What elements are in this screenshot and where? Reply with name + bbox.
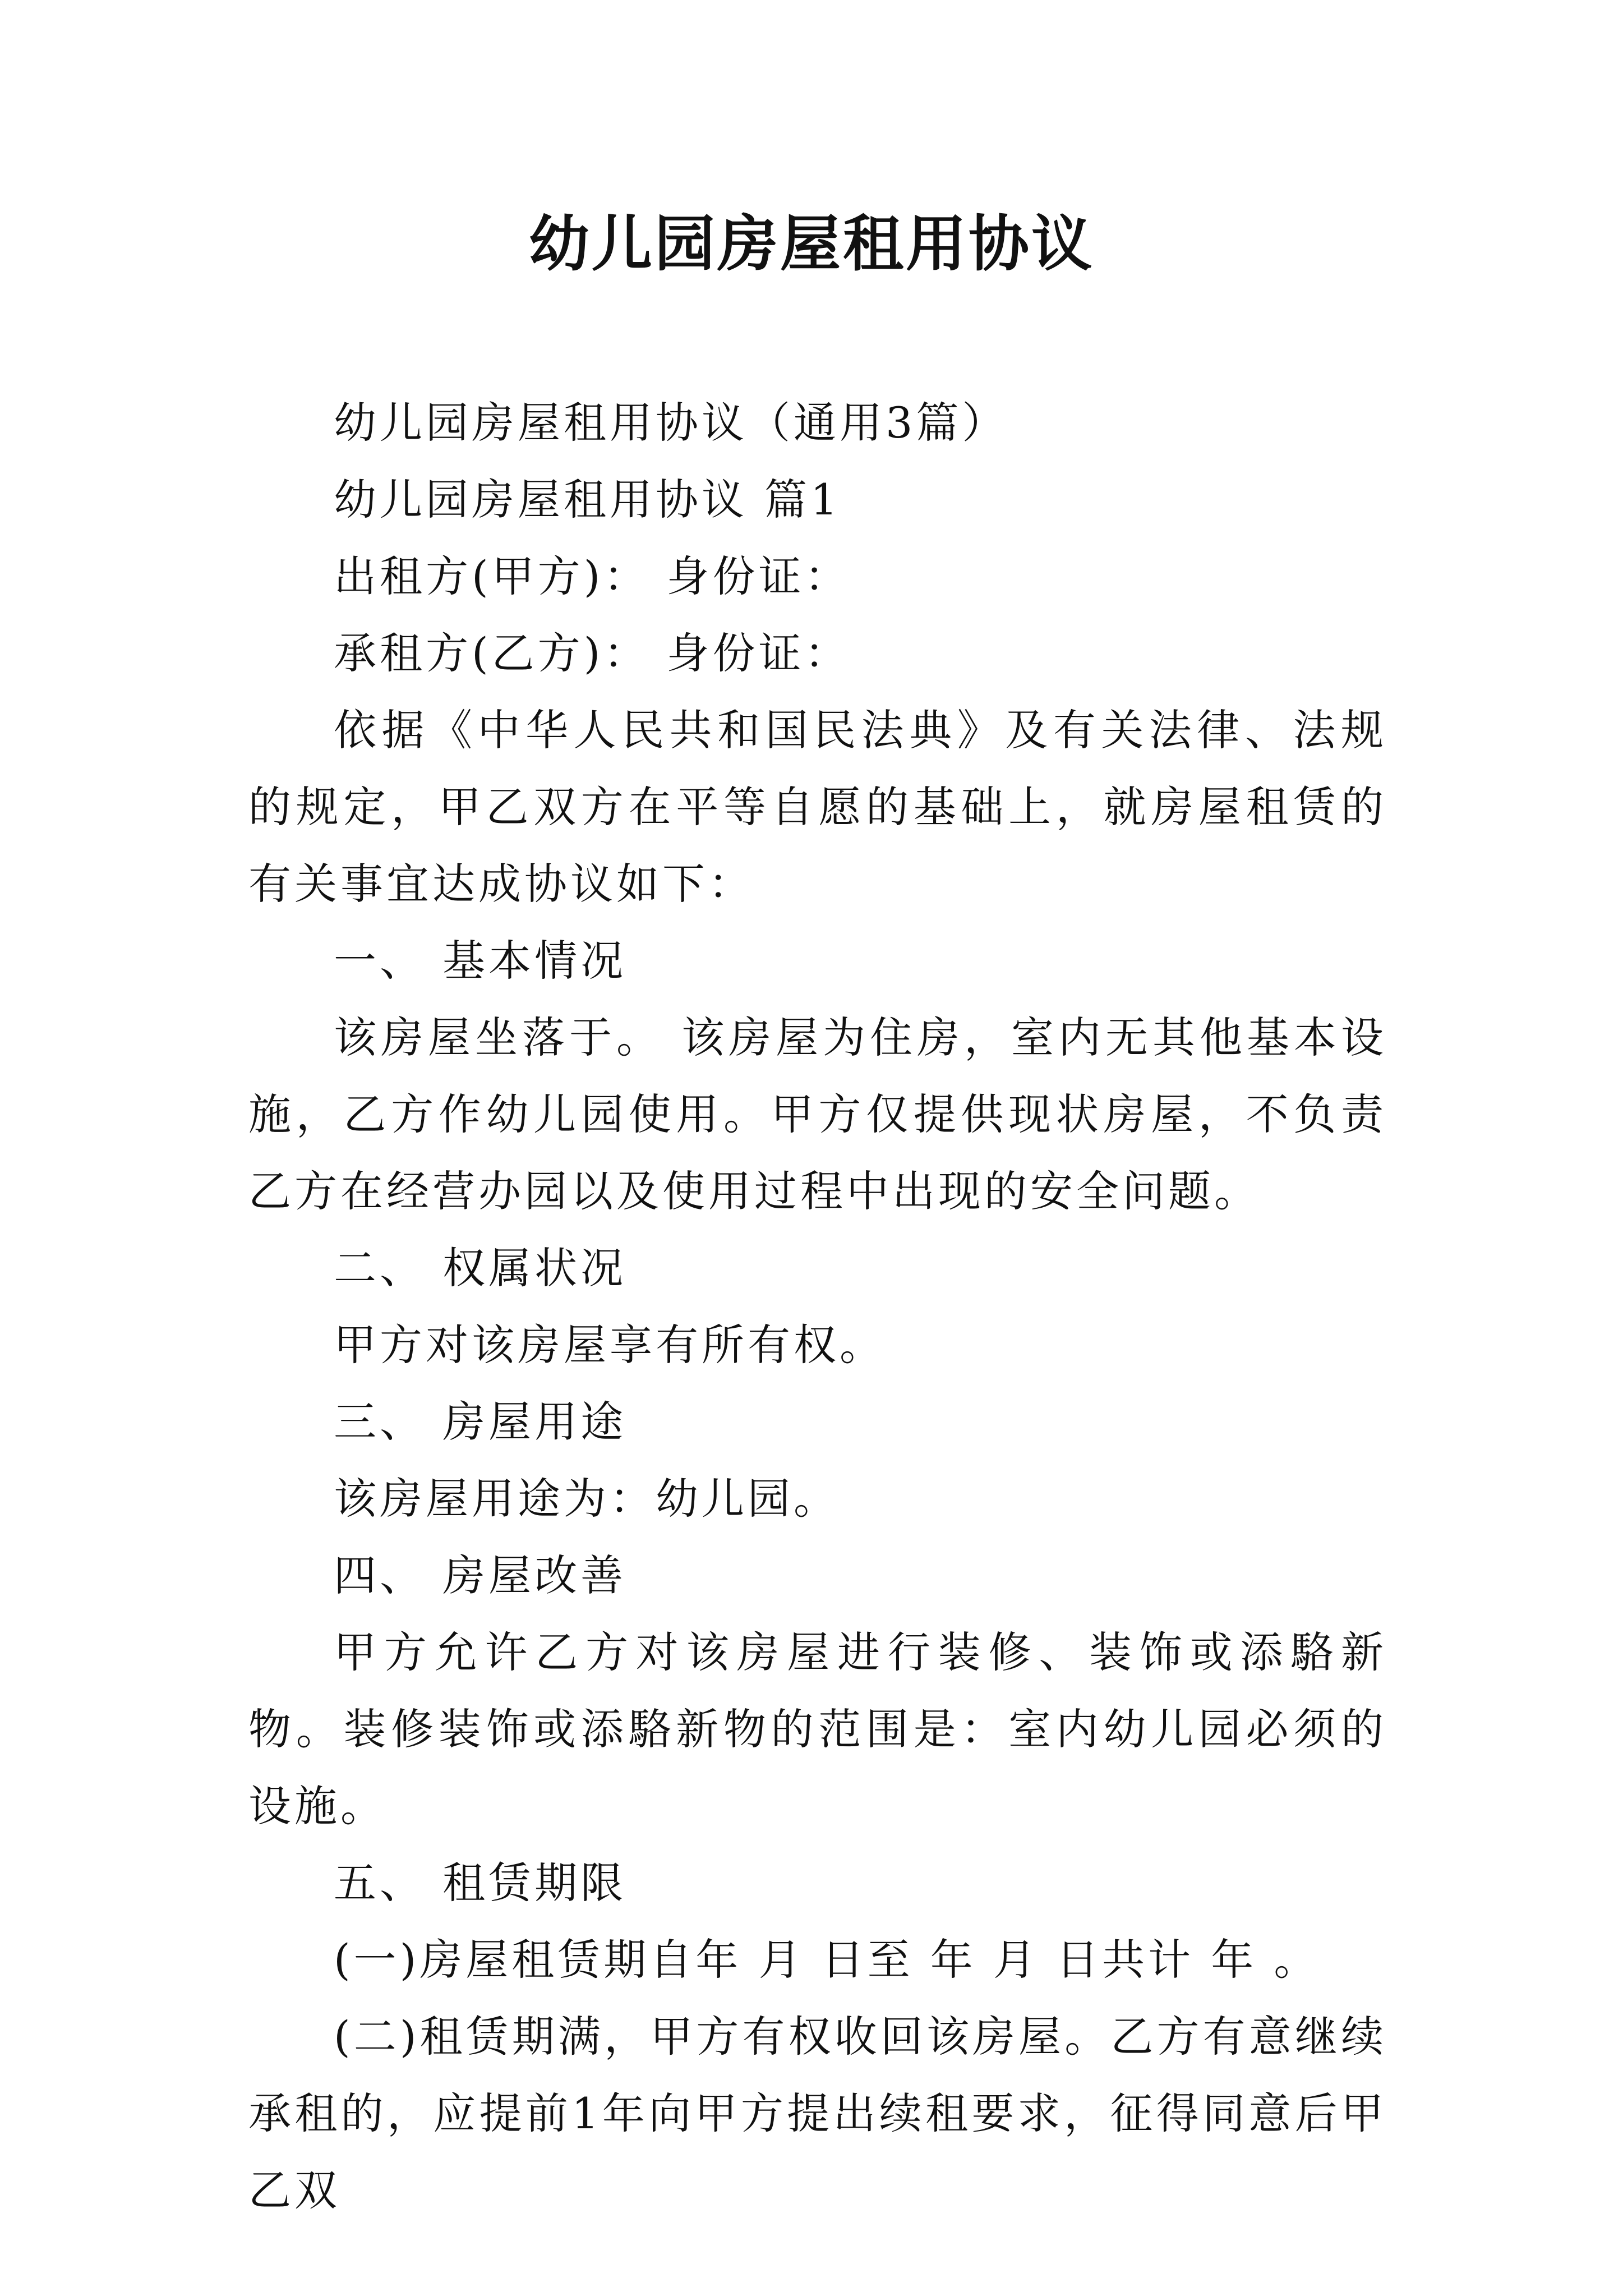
section-heading-basic-info: 一、 基本情况 bbox=[334, 936, 627, 986]
paragraph-basic-info: 该房屋坐落于。 该房屋为住房，室内无其他基本设施，乙方作幼儿园使用。甲方仅提供现状房屋，不负责乙方在经营办园以及使用过程中出现的安全问题。 bbox=[248, 1013, 1387, 1216]
document-body bbox=[248, 384, 1387, 2229]
paragraph-lessee: 承租方(乙方)： 身份证： bbox=[334, 628, 851, 678]
paragraph-lease-term-2: (二)租赁期满，甲方有权收回该房屋。乙方有意继续承租的，应提前1年向甲方提出续租要求，征得同意后甲乙双 bbox=[248, 2012, 1387, 2215]
paragraph-lease-term-1: (一)房屋租赁期自年 月 日至 年 月 日共计 年 。 bbox=[334, 1935, 1320, 1985]
paragraph-part-title: 幼儿园房屋租用协议 篇1 bbox=[334, 475, 841, 524]
section-heading-ownership: 二、 权属状况 bbox=[334, 1243, 627, 1293]
paragraph-usage: 该房屋用途为：幼儿园。 bbox=[334, 1474, 840, 1524]
paragraph-ownership: 甲方对该房屋享有所有权。 bbox=[334, 1320, 886, 1370]
paragraph-preamble: 依据《中华人民共和国民法典》及有关法律、法规的规定，甲乙双方在平等自愿的基础上，就房屋租赁的有关事宜达成协议如下： bbox=[248, 705, 1387, 909]
paragraph-lessor: 出租方(甲方)： 身份证： bbox=[334, 551, 851, 601]
section-heading-improvement: 四、 房屋改善 bbox=[334, 1550, 627, 1600]
section-heading-lease-term: 五、 租赁期限 bbox=[334, 1858, 627, 1908]
document-title: 幼儿园房屋租用协议 bbox=[528, 209, 1094, 279]
section-heading-usage: 三、 房屋用途 bbox=[334, 1397, 627, 1447]
paragraph-improvement: 甲方允许乙方对该房屋进行装修、装饰或添駱新物。装修装饰或添駱新物的范围是：室内幼儿园必须的设施。 bbox=[248, 1627, 1387, 1831]
paragraph-collection-title: 幼儿园房屋租用协议（通用3篇） bbox=[334, 398, 1008, 448]
